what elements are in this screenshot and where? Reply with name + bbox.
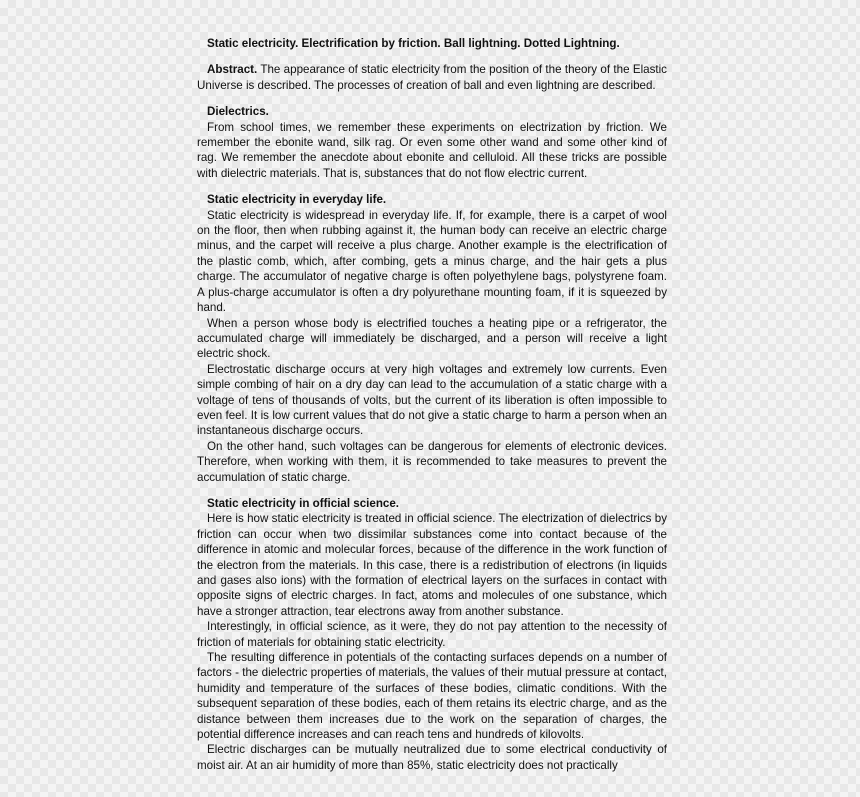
paragraph: Interestingly, in official science, as it were, they do not pay attention to the necessity of friction of materials for obtaining static electricity. [197, 620, 667, 649]
paragraph: On the other hand, such voltages can be dangerous for elements of electronic devices. Therefore, when working with them, it is recommended to take measures to prevent the accumulation of static charge. [197, 439, 667, 484]
paragraph: From school times, we remember these experiments on electrization by friction. We remember the ebonite wand, silk rag. Or even some other wand and some other kind of rag. We remember the anecdote about ebonite and celluloid. All these tricks are possible with dielectric materials. That is, substances that do not flow electric current. [197, 120, 667, 180]
section-dielectrics [197, 104, 667, 181]
section-official-science [197, 496, 667, 773]
paragraph: The resulting difference in potentials of the contacting surfaces depends on a number of factors - the dielectric properties of materials, the values of their mutual pressure at contact, humidity and temperature of the surfaces of these bodies, climatic conditions. With the subsequent separation of these bodies, each of them retains its electric charge, and as the distance between them increases due to the work on the separation of charges, the potential difference increases and can reach tens and hundreds of kilovolts. [197, 651, 667, 742]
abstract-paragraph [197, 62, 667, 93]
abstract-text: The appearance of static electricity from the position of the theory of the Elastic Universe is described. The processes of creation of ball and even lightning are described. [197, 63, 667, 92]
abstract-label: Abstract. [207, 63, 258, 77]
section-everyday-life [197, 192, 667, 485]
section-heading: Dielectrics. [207, 105, 269, 119]
document-title: Static electricity. Electrification by friction. Ball lightning. Dotted Lightning. [207, 37, 620, 50]
paragraph: Here is how static electricity is treated in official science. The electrization of dielectrics by friction can occur when two dissimilar substances come into contact because of the difference in atomic and molecular forces, because of the difference in the work function of the electron from the materials. In this case, there is a redistribution of electrons (in liquids and gases also ions) with the formation of electrical layers on the surfaces in contact with opposite signs of electric charges. In fact, atoms and molecules of one substance, which have a stronger attraction, tear electrons away from another substance. [197, 512, 667, 618]
section-heading: Static electricity in everyday life. [207, 193, 387, 207]
document-page [197, 36, 667, 784]
paragraph: Electric discharges can be mutually neutralized due to some electrical conductivity of moist air. At an air humidity of more than 85%, static electricity does not practically [197, 743, 667, 772]
paragraph: When a person whose body is electrified touches a heating pipe or a refrigerator, the accumulated charge will immediately be discharged, and a person will receive a light electric shock. [197, 316, 667, 361]
paragraph: Static electricity is widespread in everyday life. If, for example, there is a carpet of wool on the floor, then when rubbing against it, the human body can receive an electric charge minus, and the carpet will receive a plus charge. Another example is the electrification of the plastic comb, which, after combing, gets a minus charge, and the hair gets a plus charge. The accumulator of negative charge is often polyethylene bags, polystyrene foam. A plus-charge accumulator is often a dry polyurethane mounting foam, if it is squeezed by hand. [197, 208, 667, 315]
paragraph: Electrostatic discharge occurs at very high voltages and extremely low currents. Even simple combing of hair on a dry day can lead to the accumulation of a static charge with a voltage of tens of thousands of volts, but the current of its liberation is often impossible to even feel. It is low current values that do not give a static charge to harm a person when an instantaneous discharge occurs. [197, 362, 667, 438]
section-heading: Static electricity in official science. [207, 496, 400, 510]
